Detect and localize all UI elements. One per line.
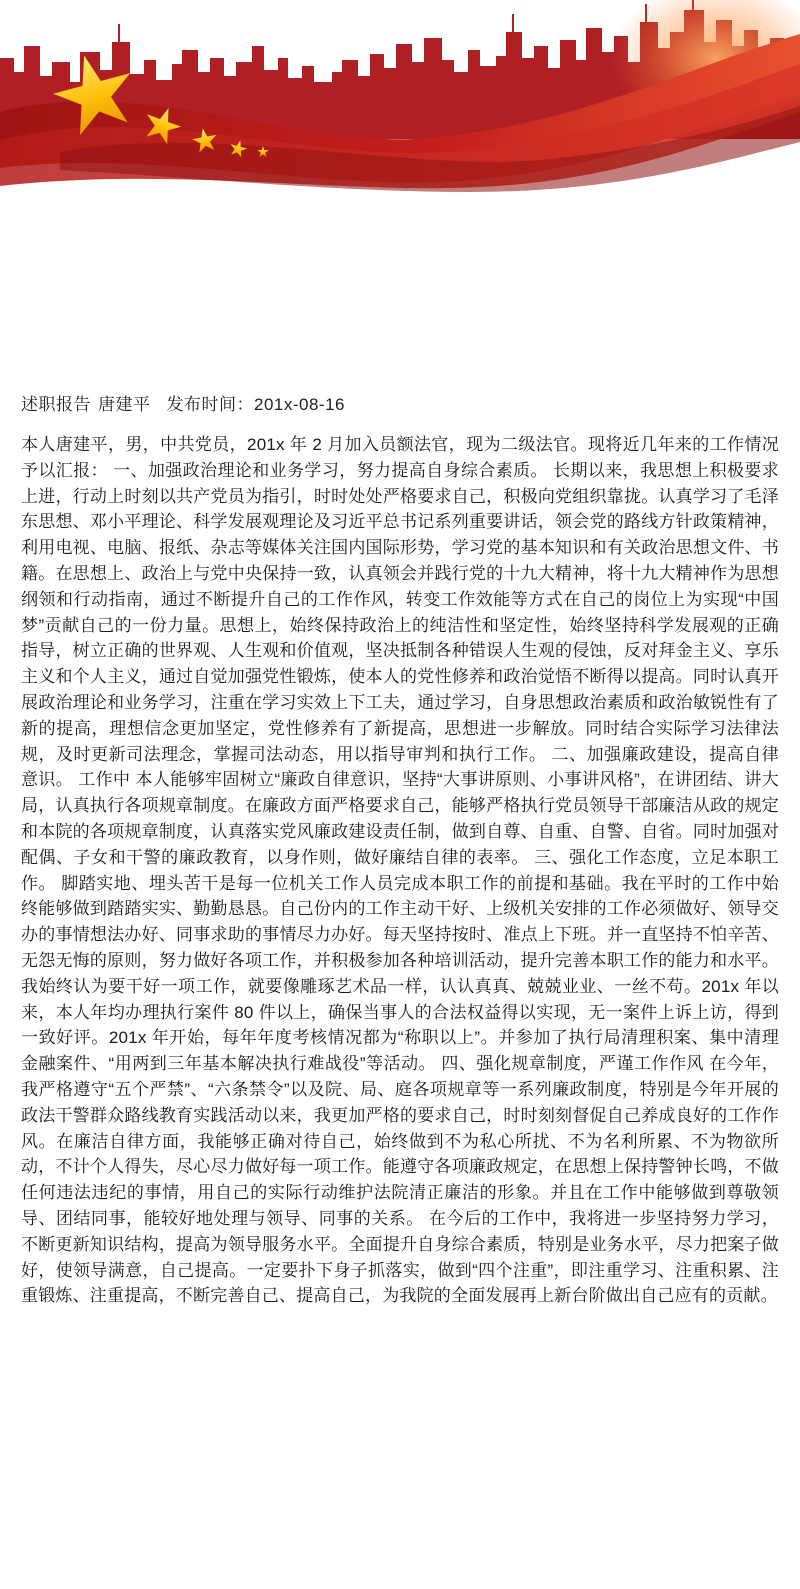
- publish-time-label: 发布时间：: [166, 395, 254, 414]
- report-body-paragraph: 本人唐建平，男，中共党员，201x 年 2 月加入员额法官，现为二级法官。现将近几年来的工作情况予以汇报： 一、加强政治理论和业务学习，努力提高自身综合素质。 长期以来，我思想上积极要求上进，行动上时刻以共产党员为指引，时时处处严格要求自己，积极向党组织靠拢。认真学习了毛泽东思想、邓小平理论、科学发展观理论及习近平总书记系列重要讲话，领会党的路线方针政策精神，利用电视、电脑、报纸、杂志等媒体关注国内国际形势，学习党的基本知识和有关政治思想文件、书籍。在思想上、政治上与党中央保持一致，认真领会并践行党的十九大精神，将十九大精神作为思想纲领和行动指南，通过不断提升自己的工作作风，转变工作效能等方式在自己的岗位上为实现“中国梦”贡献自己的一份力量。思想上，始终保持政治上的纯洁性和坚定性，始终坚持科学发展观的正确指导，树立正确的世界观、人生观和价值观，坚决抵制各种错误人生观的侵蚀，反对拜金主义、享乐主义和个人主义，通过自觉加强党性锻炼，使本人的党性修养和政治觉悟不断得以提高。同时认真开展政治理论和业务学习，注重在学习实效上下工夫，通过学习，自身思想政治素质和政治敏锐性有了新的提高，理想信念更加坚定，党性修养有了新提高，思想进一步解放。同时结合实际学习法律法规，及时更新司法理念，掌握司法动态，用以指导审判和执行工作。 二、加强廉政建设，提高自律意识。 工作中 本人能够牢固树立“廉政自律意识，坚持“大事讲原则、小事讲风格”，在讲团结、讲大局，认真执行各项规章制度。在廉政方面严格要求自己，能够严格执行党员领导干部廉洁从政的规定和本院的各项规章制度，认真落实党风廉政建设责任制，做到自尊、自重、自警、自省。同时加强对配偶、子女和干警的廉政教育，以身作则，做好廉结自律的表率。 三、强化工作态度，立足本职工作。 脚踏实地、埋头苦干是每一位机关工作人员完成本职工作的前提和基础。我在平时的工作中始终能够做到踏踏实实、勤勤恳恳。自己份内的工作主动干好、上级机关安排的工作必须做好、领导交办的事情想法办好、同事求助的事情尽力办好。每天坚持按时、准点上下班。并一直坚持不怕辛苦、无怨无悔的原则，努力做好各项工作，并积极参加各种培训活动，提升完善本职工作的能力和水平。我始终认为要干好一项工作，就要像雕琢艺术品一样，认认真真、兢兢业业、一丝不苟。201x 年以来，本人年均办理执行案件 80 件以上，确保当事人的合法权益得以实现，无一案件上诉上访，得到一致好评。201x 年开始，每年年度考核情况都为“称职以上”。并参加了执行局清理积案、集中清理金融案件、“用两到三年基本解决执行难战役”等活动。 四、强化规章制度，严谨工作作风 在今年，我严格遵守“五个严禁”、“六条禁令”以及院、局、庭各项规章等一系列廉政制度，特别是今年开展的政法干警群众路线教育实践活动以来，我更加严格的要求自己，时时刻刻督促自己养成良好的工作作风。在廉洁自律方面，我能够正确对待自己，始终做到不为私心所扰、不为名利所累、不为物欲所动，不计个人得失，尽心尽力做好每一项工作。能遵守各项廉政规定，在思想上保持警钟长鸣，不做任何违法违纪的事情，用自己的实际行动维护法院清正廉洁的形象。并且在工作中能够做到尊敬领导、团结同事，能较好地处理与领导、同事的关系。 在今后的工作中，我将进一步坚持努力学习，不断更新知识结构，提高为领导服务水平。全面提升自身综合素质，特别是业务水平，尽力把案子做好，使领导满意，自己提高。一定要扑下身子抓落实，做到“四个注重”，即注重学习、注重积累、注重锻炼、注重提高，不断完善自己、提高自己，为我院的全面发展再上新台阶做出自己应有的贡献。: [21, 435, 779, 1306]
- publish-date: 201x-08-16: [254, 395, 346, 414]
- banner: [0, 0, 800, 196]
- skyline-ribbon-stars-graphic: [0, 0, 800, 196]
- report-content: [0, 390, 800, 1309]
- report-type-label: 述职报告: [21, 395, 91, 414]
- report-author: 唐建平: [98, 395, 151, 414]
- report-meta-line: [21, 390, 779, 415]
